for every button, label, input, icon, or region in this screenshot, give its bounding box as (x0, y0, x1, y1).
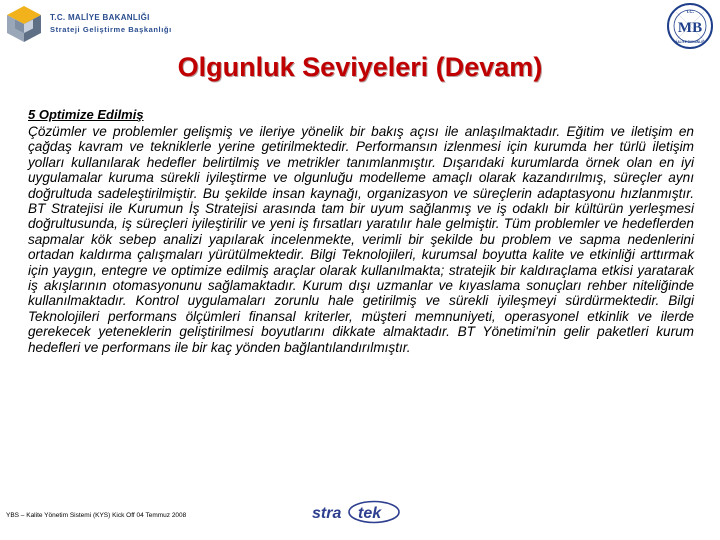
ministry-logo (4, 4, 174, 44)
ministry-name: T.C. MALİYE BAKANLIĞI (50, 13, 150, 22)
seal-top-text: T.C. (685, 9, 695, 14)
slide-content (28, 107, 694, 355)
stratek-logo (310, 500, 402, 524)
body-paragraph: Çözümler ve problemler gelişmiş ve ileriye yönelik bir bakış açısı ile anlaşılmaktadır. Eğitim ve iletişim en çağdaş kavram ve tekniklerle yerine getirilmektedir. Performansın izlenmesi için kurumda her türlü iletişim yolları kullanılarak hedefler belirtilmiş ve metrikler tanımlanmıştır. Dışarıdaki kurumlarda örnek olan en iyi uygulamalar kuruma sürekli iyileştirme ve olgunluğu modelleme amaçlı olarak kazandırılmış, süreçler aynı doğrultuda sadeleştirilmiştir. Bu şekilde insan kaynağı, organizasyon ve süreçlerin adaptasyonu hızlanmıştır. BT Stratejisi ile Kurumun İş Stratejisi arasında tam bir uyum sağlanmış ve iş odaklı bir kültürün yerleşmesi doğrultusunda, iş süreçleri iyileştirilir ve yeni iş fırsatları yaratılır hale gelmiştir. Tüm problemler ve hedeflerden sapmalar kök sebep analizi yapılarak incelenmekte, verimli bir şekilde bu problem ve sapma nedenlerini ortadan kaldırma çalışmaları yürütülmektedir. Bilgi Teknolojileri, kurumsal boyutta kalite ve etkinliği arttırmak için yaygın, entegre ve optimize edilmiş araçlar olarak kullanılmakta; stratejik bir kaldıraçlama etkisi yaratarak iş akışlarının otomasyonunu sağlamaktadır. Kurum dışı uzmanlar ve kıyaslama sonuçları rehber niteliğinde kullanılmaktadır. Kontrol uygulamaları zorunlu hale getirilmiş ve sürekli iyileşmeyi sürdürmektedir. Bilgi Teknolojileri performans ölçümleri finansal kriterler, müşteri memnuniyeti, operasyonel etkinlik ve ilerde gerekecek yeteneklerin geliştirilmesi boyutlarını dikkate almaktadır. BT Yönetimi'nin gelir paketleri kurum hedefleri ve performans ile bir kaç yönden bağlantılandırılmıştır. (28, 124, 694, 355)
brand-right-text: tek (358, 505, 382, 522)
cube-logo-icon (4, 4, 44, 44)
seal-monogram: MB (677, 20, 703, 36)
brand-left-text: stra (312, 505, 342, 522)
department-name: Strateji Geliştirme Başkanlığı (50, 25, 172, 34)
mb-seal-logo (666, 2, 714, 50)
section-heading: 5 Optimize Edilmiş (28, 107, 144, 122)
slide-title: Olgunluk Seviyeleri (Devam) (177, 52, 543, 82)
seal-bottom-text: MALİYE BAKANLIĞI (674, 40, 706, 44)
footer-caption: YBS – Kalite Yönetim Sistemi (KYS) Kick Off 04 Temmuz 2008 (6, 512, 187, 519)
